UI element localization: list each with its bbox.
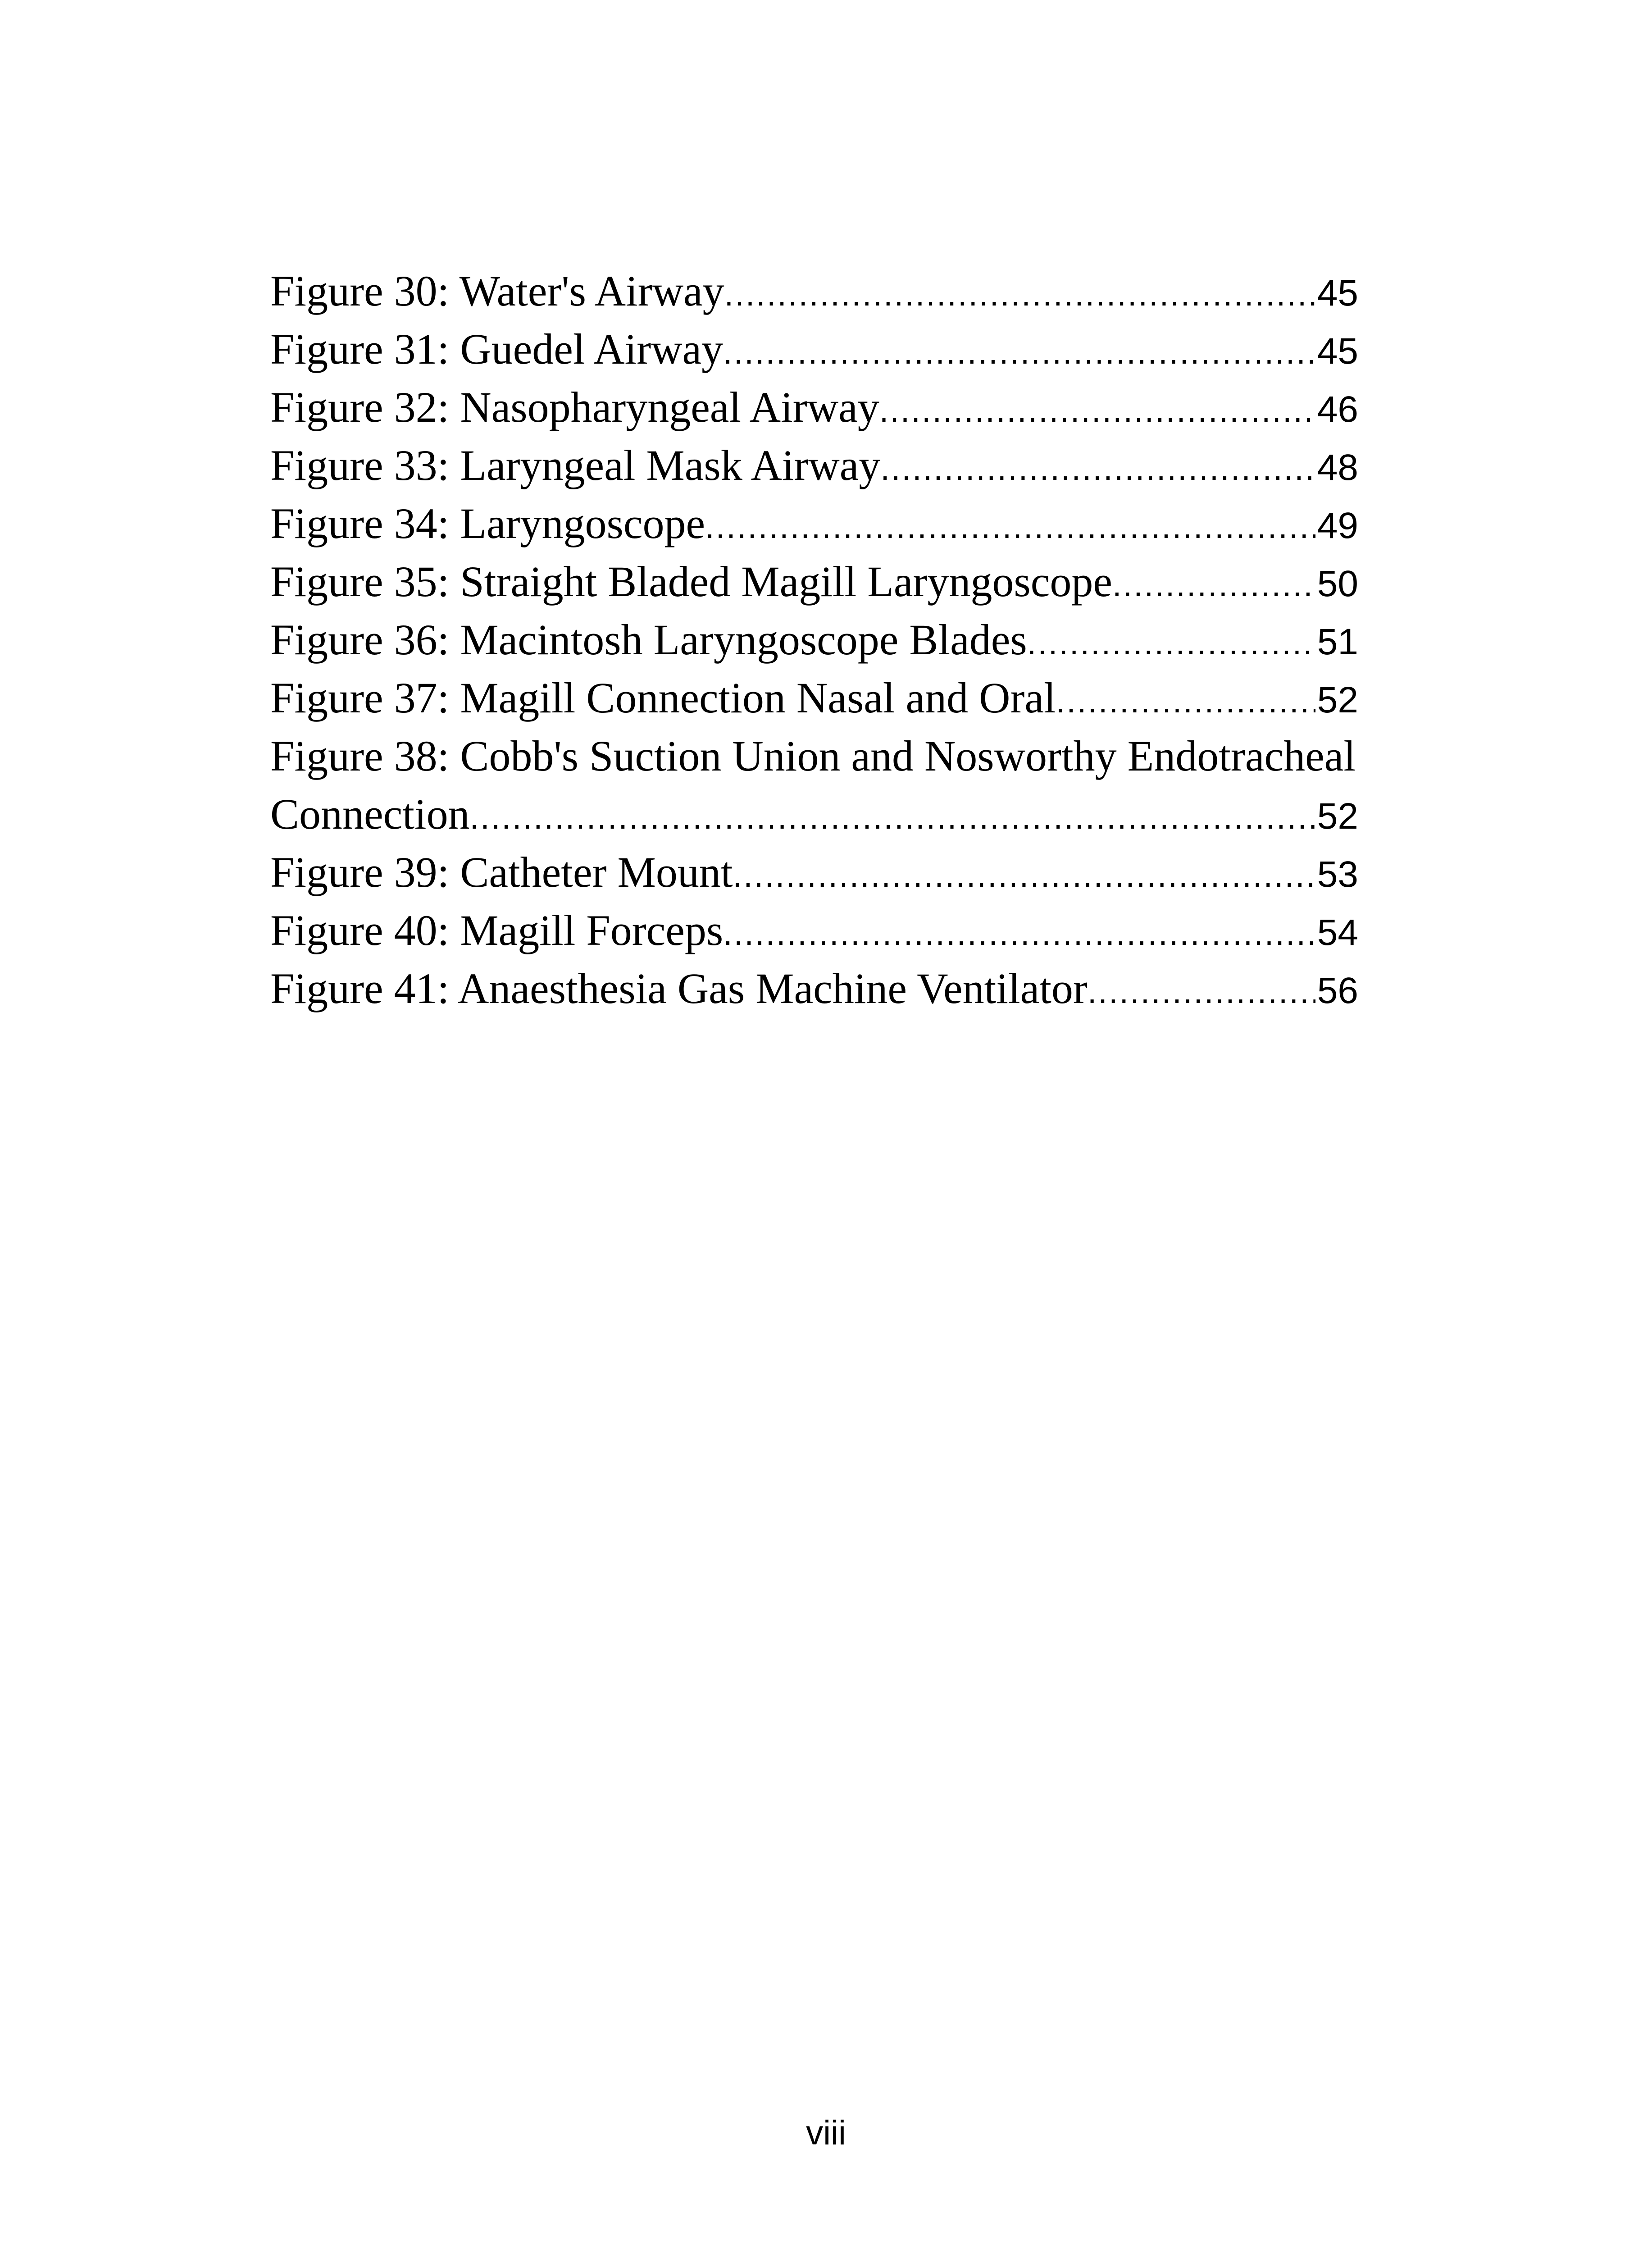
entry-page-number: 52	[1317, 796, 1358, 837]
entry-title: Figure 39: Catheter Mount	[270, 848, 733, 896]
entry-page-number: 45	[1317, 331, 1358, 372]
dot-leader	[723, 914, 1315, 953]
entry-page-number: 50	[1317, 563, 1358, 604]
toc-entry	[270, 556, 1358, 615]
dot-leader	[723, 333, 1315, 371]
toc-entry	[270, 440, 1358, 498]
entry-title: Figure 41: Anaesthesia Gas Machine Ventilator	[270, 964, 1088, 1012]
page-number: viii	[806, 2114, 846, 2152]
toc-entry	[270, 266, 1358, 324]
entry-page-number: 53	[1317, 854, 1358, 895]
entry-page-number: 54	[1317, 912, 1358, 953]
toc-entry	[270, 615, 1358, 673]
toc-entry	[270, 673, 1358, 731]
entry-title: Figure 33: Laryngeal Mask Airway	[270, 441, 881, 489]
dot-leader	[733, 856, 1315, 894]
entry-title-line1: Figure 38: Cobb's Suction Union and Nosworthy Endotracheal	[270, 732, 1356, 780]
entry-page-number: 51	[1317, 621, 1358, 662]
dot-leader	[880, 449, 1315, 488]
toc-entry	[270, 847, 1358, 905]
dot-leader	[1056, 682, 1315, 720]
dot-leader	[470, 798, 1315, 836]
entry-page-number: 52	[1317, 680, 1358, 721]
entry-title-line2: Connection	[270, 790, 470, 838]
entry-title: Figure 36: Macintosh Laryngoscope Blades	[270, 616, 1027, 664]
entry-title: Figure 31: Guedel Airway	[270, 325, 724, 373]
toc-entry	[270, 498, 1358, 556]
list-of-figures	[270, 266, 1358, 1022]
toc-entry	[270, 905, 1358, 963]
dot-leader	[1112, 566, 1315, 604]
dot-leader	[724, 275, 1315, 313]
entry-title: Figure 35: Straight Bladed Magill Laryngoscope	[270, 557, 1112, 606]
toc-entry	[270, 731, 1358, 847]
entry-title: Figure 30: Water's Airway	[270, 267, 724, 315]
entry-title: Figure 40: Magill Forceps	[270, 906, 724, 954]
entry-page-number: 48	[1317, 447, 1358, 488]
dot-leader	[705, 507, 1315, 546]
entry-page-number: 56	[1317, 970, 1358, 1011]
toc-entry	[270, 963, 1358, 1022]
entry-title: Figure 34: Laryngoscope	[270, 499, 705, 547]
entry-page-number: 49	[1317, 505, 1358, 546]
dot-leader	[879, 391, 1315, 429]
entry-title: Figure 37: Magill Connection Nasal and Oral	[270, 674, 1056, 722]
entry-title: Figure 32: Nasopharyngeal Airway	[270, 383, 879, 431]
toc-entry	[270, 382, 1358, 440]
toc-entry-continuation	[270, 789, 1358, 847]
dot-leader	[1088, 972, 1315, 1011]
entry-page-number: 45	[1317, 273, 1358, 314]
dot-leader	[1027, 624, 1315, 662]
entry-page-number: 46	[1317, 389, 1358, 430]
toc-entry	[270, 324, 1358, 382]
